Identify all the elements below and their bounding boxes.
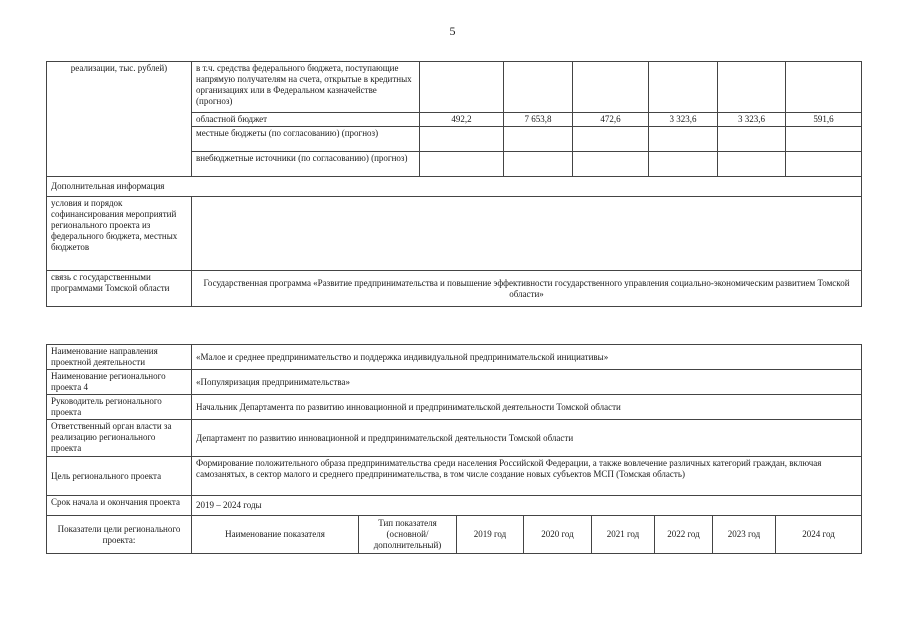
- passport-value: Начальник Департамента по развитию инновационной и предпринимательской деятельности Томской области: [192, 395, 862, 420]
- passport-label: Срок начала и окончания проекта: [47, 496, 192, 516]
- financing-source: областной бюджет: [192, 113, 420, 127]
- financing-value: [786, 127, 862, 152]
- financing-value: 3 323,6: [718, 113, 786, 127]
- additional-info-row: [47, 177, 862, 197]
- passport-label: Наименование направления проектной деятельности: [47, 345, 192, 370]
- financing-value: [718, 127, 786, 152]
- indicator-name-header: Наименование показателя: [192, 516, 359, 554]
- financing-value: [649, 127, 718, 152]
- financing-row-label: реализации, тыс. рублей): [47, 62, 192, 177]
- passport-label: Руководитель регионального проекта: [47, 395, 192, 420]
- cofinancing-value: [192, 197, 862, 271]
- passport-value: Формирование положительного образа предпринимательства среди населения Российской Федерации, а также вовлечение различных категорий граждан, включая самозанятых, в сектор малого и среднего предпринимательства, в том числе создание новых субъектов МСП (Томская область): [192, 457, 862, 496]
- financing-value: [420, 62, 504, 113]
- financing-value: [504, 62, 573, 113]
- passport-label: Наименование регионального проекта 4: [47, 370, 192, 395]
- passport-row: [47, 496, 862, 516]
- financing-value: [573, 62, 649, 113]
- financing-source: местные бюджеты (по согласованию) (прогноз): [192, 127, 420, 152]
- financing-value: [420, 127, 504, 152]
- financing-value: [573, 127, 649, 152]
- financing-value: [786, 152, 862, 177]
- financing-value: 591,6: [786, 113, 862, 127]
- financing-value: 3 323,6: [649, 113, 718, 127]
- passport-row: [47, 395, 862, 420]
- indicator-type-header: Тип показателя (основной/ дополнительный): [359, 516, 457, 554]
- year-header: 2021 год: [592, 516, 655, 554]
- financing-value: 7 653,8: [504, 113, 573, 127]
- passport-row: [47, 370, 862, 395]
- year-header: 2024 год: [776, 516, 862, 554]
- program-link-row: [47, 271, 862, 307]
- financing-value: 492,2: [420, 113, 504, 127]
- year-header: 2020 год: [524, 516, 592, 554]
- financing-value: [718, 62, 786, 113]
- year-header: 2023 год: [713, 516, 776, 554]
- financing-value: [573, 152, 649, 177]
- financing-value: [786, 62, 862, 113]
- passport-label: Ответственный орган власти за реализацию регионального проекта: [47, 420, 192, 457]
- financing-value: 472,6: [573, 113, 649, 127]
- page-number: 5: [449, 24, 456, 38]
- passport-value: «Популяризация предпринимательства»: [192, 370, 862, 395]
- financing-value: [649, 152, 718, 177]
- passport-row: [47, 457, 862, 496]
- cofinancing-label: условия и порядок софинансирования мероприятий регионального проекта из федерального бюджета, местных бюджетов: [47, 197, 192, 271]
- financing-source: в т.ч. средства федерального бюджета, поступающие напрямую получателям на счета, открытые в кредитных организациях или в Федеральном казначействе (прогноз): [192, 62, 420, 113]
- program-link-value: Государственная программа «Развитие предпринимательства и повышение эффективности государственного управления социально-экономическим развитием Томской области»: [192, 271, 862, 307]
- project-passport-table: [46, 344, 862, 554]
- financing-value: [649, 62, 718, 113]
- financing-value: [504, 152, 573, 177]
- financing-value: [504, 127, 573, 152]
- financing-table: [46, 61, 862, 307]
- year-header: 2022 год: [655, 516, 713, 554]
- financing-row: [47, 62, 862, 113]
- indicators-header-row: [47, 516, 862, 554]
- indicators-label: Показатели цели регионального проекта:: [47, 516, 192, 554]
- passport-value: Департамент по развитию инновационной и предпринимательской деятельности Томской области: [192, 420, 862, 457]
- passport-value: «Малое и среднее предпринимательство и поддержка индивидуальной предпринимательской инициативы»: [192, 345, 862, 370]
- year-header: 2019 год: [457, 516, 524, 554]
- additional-info-label: Дополнительная информация: [47, 177, 862, 197]
- cofinancing-row: [47, 197, 862, 271]
- passport-row: [47, 345, 862, 370]
- financing-source: внебюджетные источники (по согласованию) (прогноз): [192, 152, 420, 177]
- passport-value: 2019 – 2024 годы: [192, 496, 862, 516]
- financing-value: [420, 152, 504, 177]
- financing-value: [718, 152, 786, 177]
- program-link-label: связь с государственными программами Томской области: [47, 271, 192, 307]
- passport-label: Цель регионального проекта: [47, 457, 192, 496]
- passport-row: [47, 420, 862, 457]
